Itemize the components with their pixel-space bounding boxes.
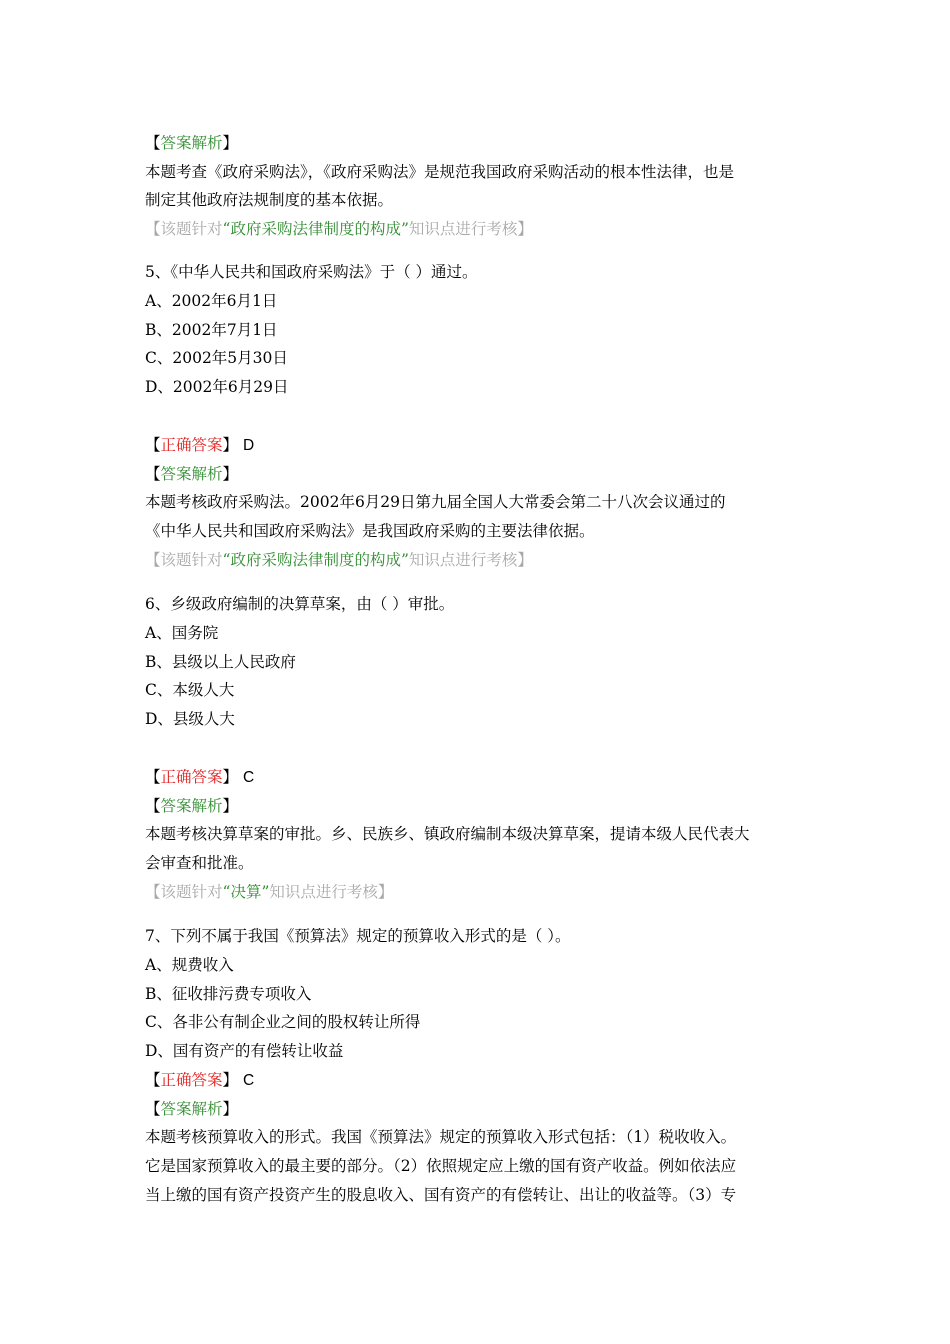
analysis-heading: 【答案解析】 xyxy=(145,465,239,483)
correct-answer: 【正确答案】 C xyxy=(145,768,255,786)
option-c: C、本级人大 xyxy=(145,681,235,699)
option-c: C、各非公有制企业之间的股权转让所得 xyxy=(145,1013,421,1031)
answer-value: C xyxy=(242,1072,255,1089)
analysis-text: 本题考核政府采购法。2002年6月29日第九届全国人大常委会第二十八次会议通过的 xyxy=(145,493,726,511)
knowledge-point-note: 【该题针对“政府采购法律制度的构成”知识点进行考核】 xyxy=(145,551,533,569)
option-b: B、县级以上人民政府 xyxy=(145,653,296,671)
analysis-text: 本题考核决算草案的审批。乡、民族乡、镇政府编制本级决算草案，提请本级人民代表大 xyxy=(145,825,750,843)
analysis-text: 制定其他政府法规制度的基本依据。 xyxy=(145,191,394,209)
option-d: D、2002年6月29日 xyxy=(145,378,289,396)
option-d: D、县级人大 xyxy=(145,710,235,728)
option-b: B、2002年7月1日 xyxy=(145,321,278,339)
analysis-heading: 【答案解析】 xyxy=(145,1100,239,1118)
knowledge-point-note: 【该题针对“决算”知识点进行考核】 xyxy=(145,883,394,901)
answer-value: C xyxy=(242,769,255,786)
option-a: A、规费收入 xyxy=(145,956,234,974)
question-text: 6、乡级政府编制的决算草案，由（ ）审批。 xyxy=(145,595,455,613)
option-d: D、国有资产的有偿转让收益 xyxy=(145,1042,344,1060)
analysis-text: 它是国家预算收入的最主要的部分。（2）依照规定应上缴的国有资产收益。例如依法应 xyxy=(145,1157,737,1175)
analysis-text: 会审查和批准。 xyxy=(145,854,254,872)
analysis-label: 答案解析 xyxy=(160,134,223,152)
option-c: C、2002年5月30日 xyxy=(145,349,288,367)
knowledge-point-note: 【该题针对“政府采购法律制度的构成”知识点进行考核】 xyxy=(145,220,533,238)
option-a: A、2002年6月1日 xyxy=(145,292,278,310)
analysis-heading: 【答案解析】 xyxy=(145,134,239,152)
question-text: 5、《中华人民共和国政府采购法》于（ ）通过。 xyxy=(145,263,478,281)
analysis-text: 本题考查《政府采购法》，《政府采购法》是规范我国政府采购活动的根本性法律，也是 xyxy=(145,163,735,181)
correct-answer: 【正确答案】 D xyxy=(145,436,255,454)
option-a: A、国务院 xyxy=(145,624,219,642)
analysis-heading: 【答案解析】 xyxy=(145,797,239,815)
analysis-text: 本题考核预算收入的形式。我国《预算法》规定的预算收入形式包括：（1）税收收入。 xyxy=(145,1128,737,1146)
question-text: 7、下列不属于我国《预算法》规定的预算收入形式的是（ ）。 xyxy=(145,927,571,945)
analysis-text: 《中华人民共和国政府采购法》是我国政府采购的主要法律依据。 xyxy=(145,522,595,540)
correct-answer: 【正确答案】 C xyxy=(145,1071,255,1089)
option-b: B、征收排污费专项收入 xyxy=(145,985,312,1003)
answer-value: D xyxy=(242,437,255,454)
analysis-text: 当上缴的国有资产投资产生的股息收入、国有资产的有偿转让、出让的收益等。（3）专 xyxy=(145,1186,737,1204)
